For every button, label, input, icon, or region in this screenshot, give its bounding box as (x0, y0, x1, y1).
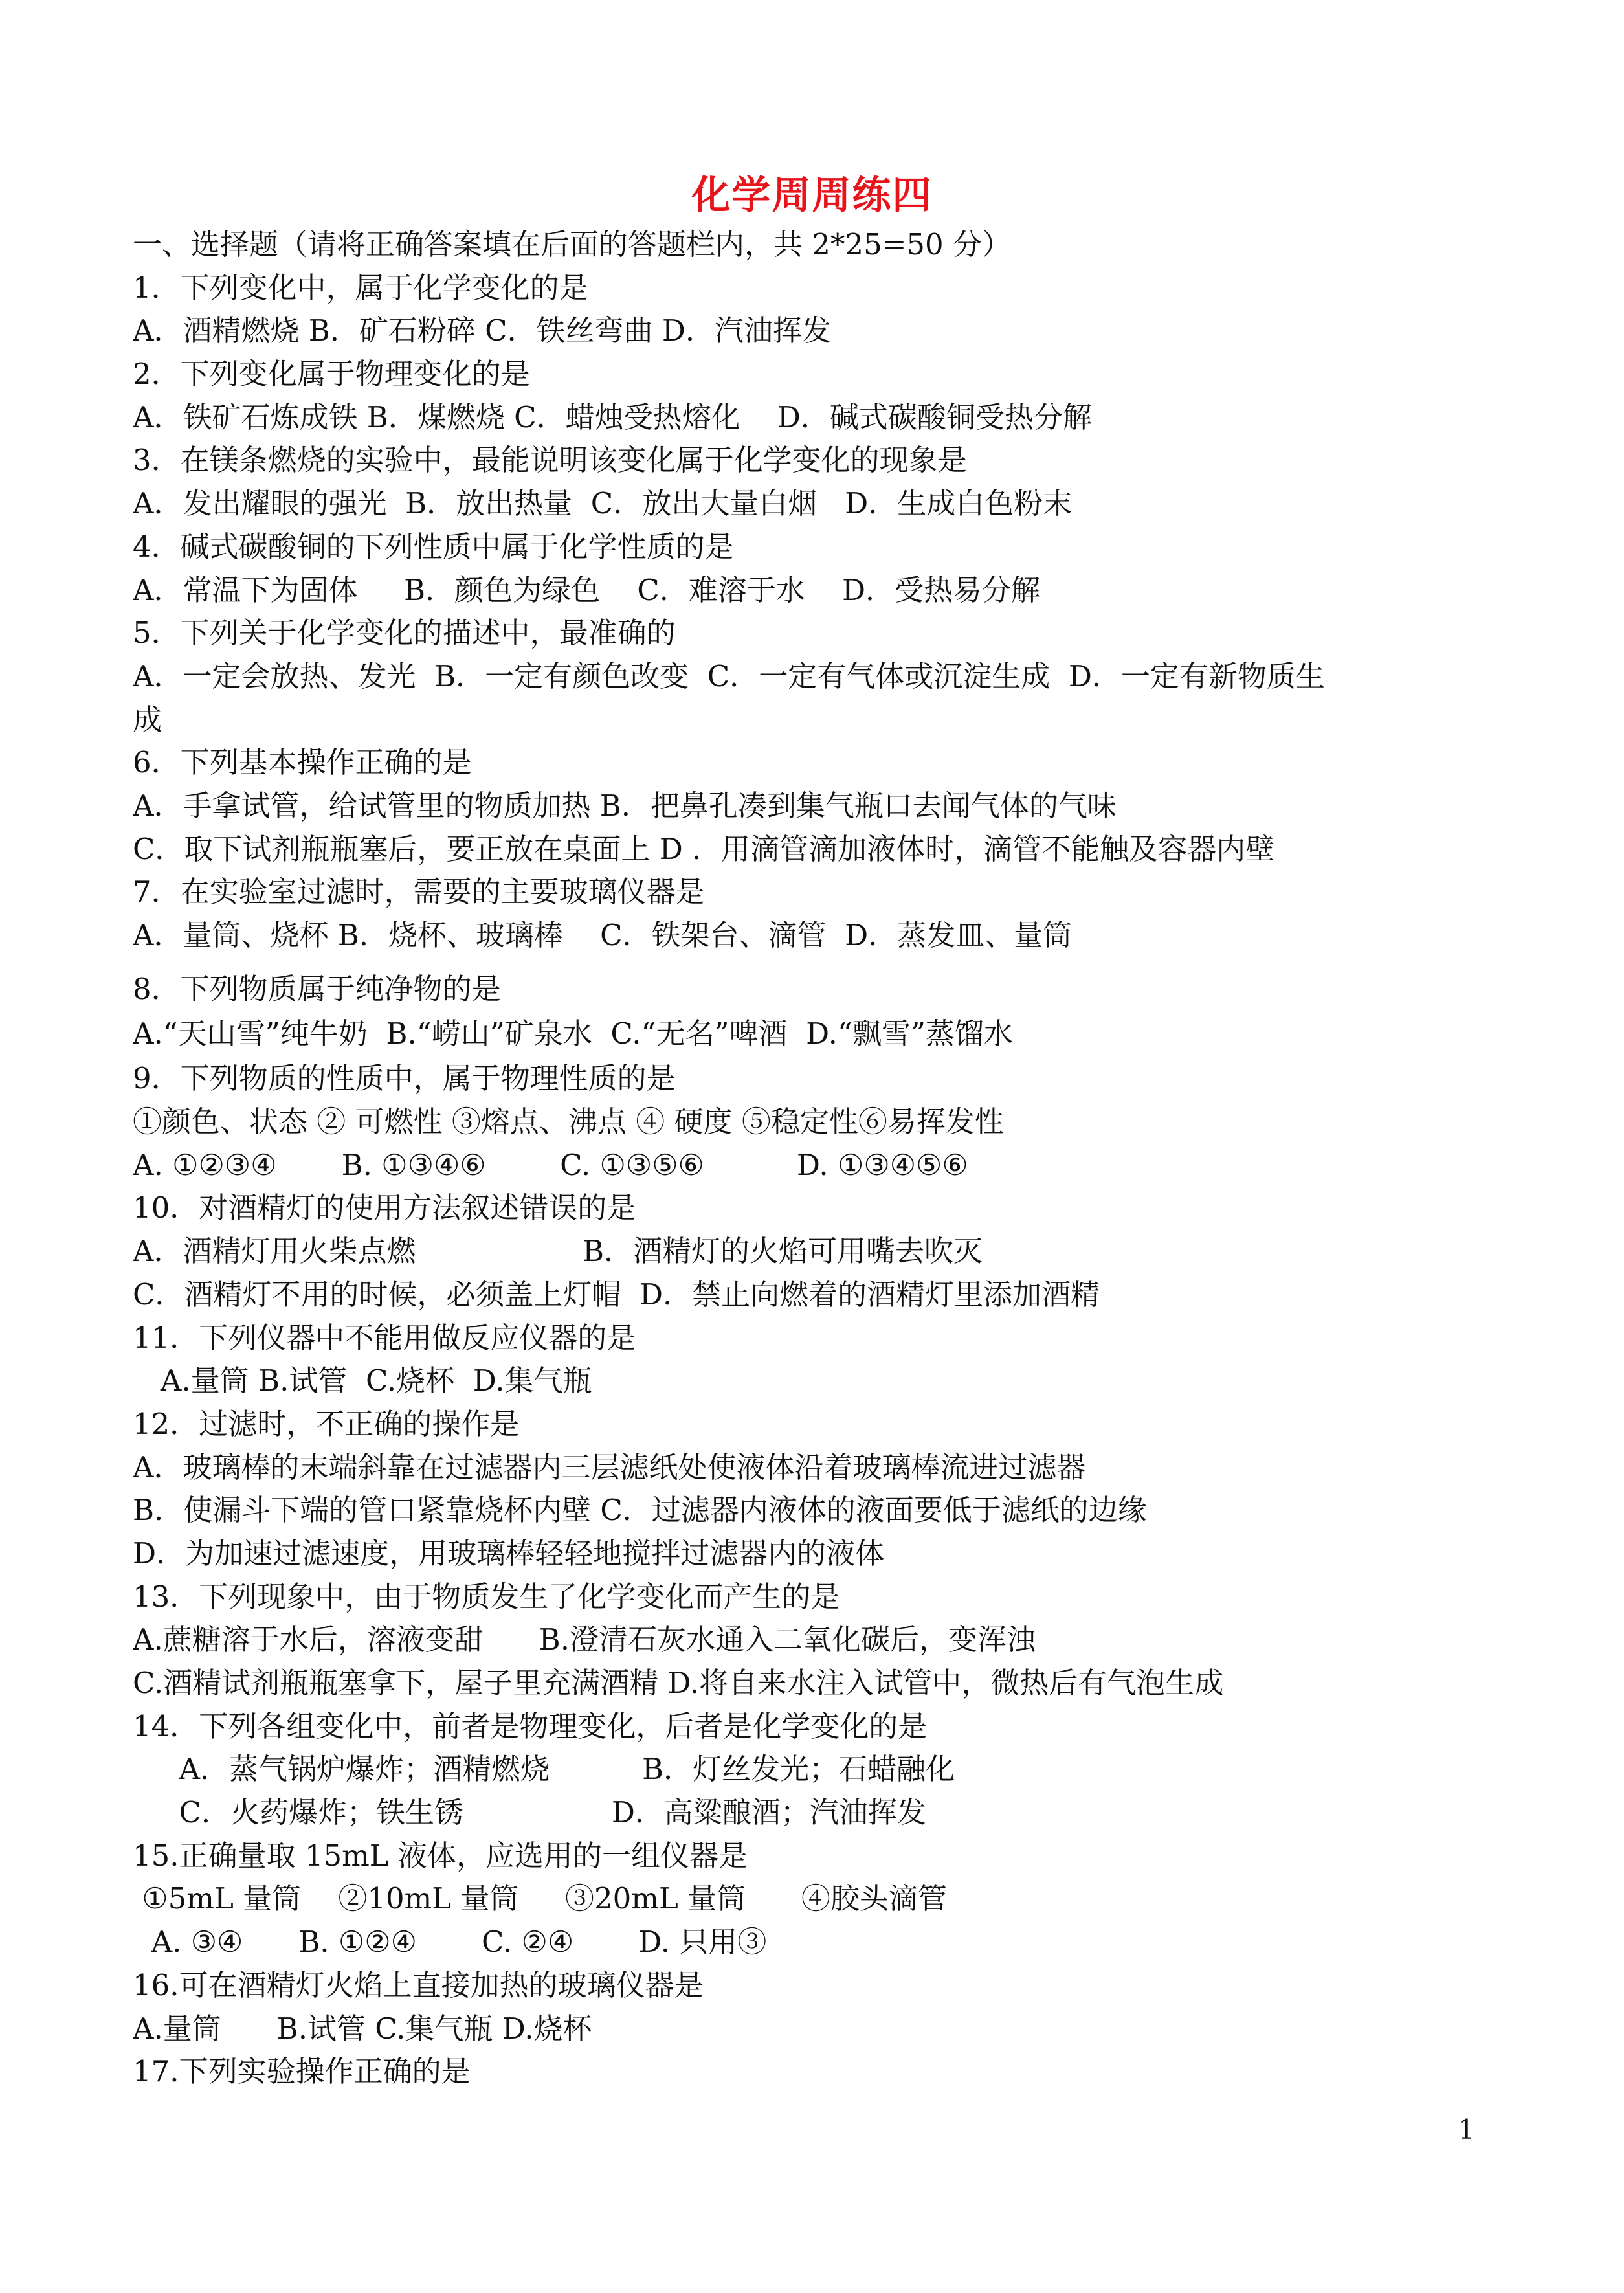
question-12-options-bc: B．使漏斗下端的管口紧靠烧杯内壁 C．过滤器内液体的液面要低于滤纸的边缘 (133, 1493, 1147, 1528)
question-5-options-continued: 成 (133, 702, 162, 737)
question-2-stem: 2．下列变化属于物理变化的是 (133, 357, 530, 392)
question-11-options: A.量筒 B.试管 C.烧杯 D.集气瓶 (133, 1363, 592, 1398)
section-heading: 一、选择题（请将正确答案填在后面的答题栏内，共 2*25=50 分） (133, 227, 1011, 262)
question-5-stem: 5．下列关于化学变化的描述中，最准确的 (133, 616, 676, 651)
question-14-options-cd: C．火药爆炸；铁生锈 D．高粱酿酒；汽油挥发 (133, 1795, 926, 1830)
question-2-options: A．铁矿石炼成铁 B．煤燃烧 C．蜡烛受热熔化 D．碱式碳酸铜受热分解 (133, 399, 1092, 434)
question-3-options: A．发出耀眼的强光 B．放出热量 C．放出大量白烟 D．生成白色粉末 (133, 486, 1073, 521)
question-9-options: A. ①②③④ B. ①③④⑥ C. ①③⑤⑥ D. ①③④⑤⑥ (133, 1147, 968, 1182)
question-12-stem: 12．过滤时，不正确的操作是 (133, 1406, 520, 1441)
question-15-options: A. ③④ B. ①②④ C. ②④ D. 只用③ (133, 1925, 767, 1960)
question-1-options: A．酒精燃烧 B．矿石粉碎 C．铁丝弯曲 D．汽油挥发 (133, 313, 831, 348)
question-10-options-cd: C．酒精灯不用的时候，必须盖上灯帽 D．禁止向燃着的酒精灯里添加酒精 (133, 1277, 1100, 1312)
question-7-options: A．量筒、烧杯 B．烧杯、玻璃棒 C．铁架台、滴管 D．蒸发皿、量筒 (133, 918, 1073, 952)
question-11-stem: 11．下列仪器中不能用做反应仪器的是 (133, 1320, 636, 1355)
question-13-options-ab: A.蔗糖溶于水后，溶液变甜 B.澄清石灰水通入二氧化碳后，变浑浊 (133, 1622, 1036, 1657)
question-4-options: A．常温下为固体 B．颜色为绿色 C．难溶于水 D．受热易分解 (133, 572, 1041, 607)
page-title: 化学周周练四 (691, 173, 933, 218)
question-9-properties: ①颜色、状态 ② 可燃性 ③熔点、沸点 ④ 硬度 ⑤稳定性⑥易挥发性 (133, 1104, 1004, 1139)
question-list (133, 223, 1521, 2094)
question-9-stem: 9．下列物质的性质中，属于物理性质的是 (133, 1061, 676, 1096)
question-16-options: A.量筒 B.试管 C.集气瓶 D.烧杯 (133, 2011, 592, 2046)
question-13-options-cd: C.酒精试剂瓶瓶塞拿下，屋子里充满酒精 D.将自来水注入试管中，微热后有气泡生成 (133, 1666, 1224, 1700)
question-13-stem: 13．下列现象中，由于物质发生了化学变化而产生的是 (133, 1579, 840, 1614)
question-17-stem: 17.下列实验操作正确的是 (133, 2054, 471, 2089)
question-12-option-a: A．玻璃棒的末端斜靠在过滤器内三层滤纸处使液体沿着玻璃棒流进过滤器 (133, 1449, 1086, 1484)
question-15-instruments: ①5mL 量筒 ②10mL 量筒 ③20mL 量筒 ④胶头滴管 (133, 1881, 947, 1916)
question-4-stem: 4．碱式碳酸铜的下列性质中属于化学性质的是 (133, 529, 734, 564)
question-14-stem: 14．下列各组变化中，前者是物理变化，后者是化学变化的是 (133, 1708, 928, 1743)
question-6-options-cd: C．取下试剂瓶瓶塞后，要正放在桌面上 D ．用滴管滴加液体时，滴管不能触及容器内壁 (133, 831, 1275, 866)
question-8-stem: 8．下列物质属于纯净物的是 (133, 971, 501, 1006)
question-16-stem: 16.可在酒精灯火焰上直接加热的玻璃仪器是 (133, 1967, 704, 2002)
question-6-stem: 6．下列基本操作正确的是 (133, 745, 472, 780)
question-1-stem: 1．下列变化中，属于化学变化的是 (133, 270, 588, 305)
question-12-option-d: D．为加速过滤速度，用玻璃棒轻轻地搅拌过滤器内的液体 (133, 1536, 885, 1571)
question-6-options-ab: A．手拿试管，给试管里的物质加热 B．把鼻孔凑到集气瓶口去闻气体的气味 (133, 788, 1117, 823)
question-5-options: A．一定会放热、发光 B．一定有颜色改变 C．一定有气体或沉淀生成 D．一定有新物质生 (133, 658, 1325, 693)
question-8-options: A.“天山雪”纯牛奶 B.“崂山”矿泉水 C.“无名”啤酒 D.“飘雪”蒸馏水 (133, 1016, 1013, 1051)
page-number: 1 (1458, 2114, 1475, 2145)
question-15-stem: 15.正确量取 15mL 液体，应选用的一组仪器是 (133, 1838, 748, 1873)
question-10-stem: 10．对酒精灯的使用方法叙述错误的是 (133, 1191, 636, 1225)
question-10-options-ab: A．酒精灯用火柴点燃 B．酒精灯的火焰可用嘴去吹灭 (133, 1234, 983, 1269)
question-3-stem: 3．在镁条燃烧的实验中，最能说明该变化属于化学变化的现象是 (133, 443, 967, 478)
question-14-options-ab: A．蒸气锅炉爆炸；酒精燃烧 B．灯丝发光；石蜡融化 (133, 1752, 955, 1787)
question-7-stem: 7．在实验室过滤时，需要的主要玻璃仪器是 (133, 875, 705, 910)
